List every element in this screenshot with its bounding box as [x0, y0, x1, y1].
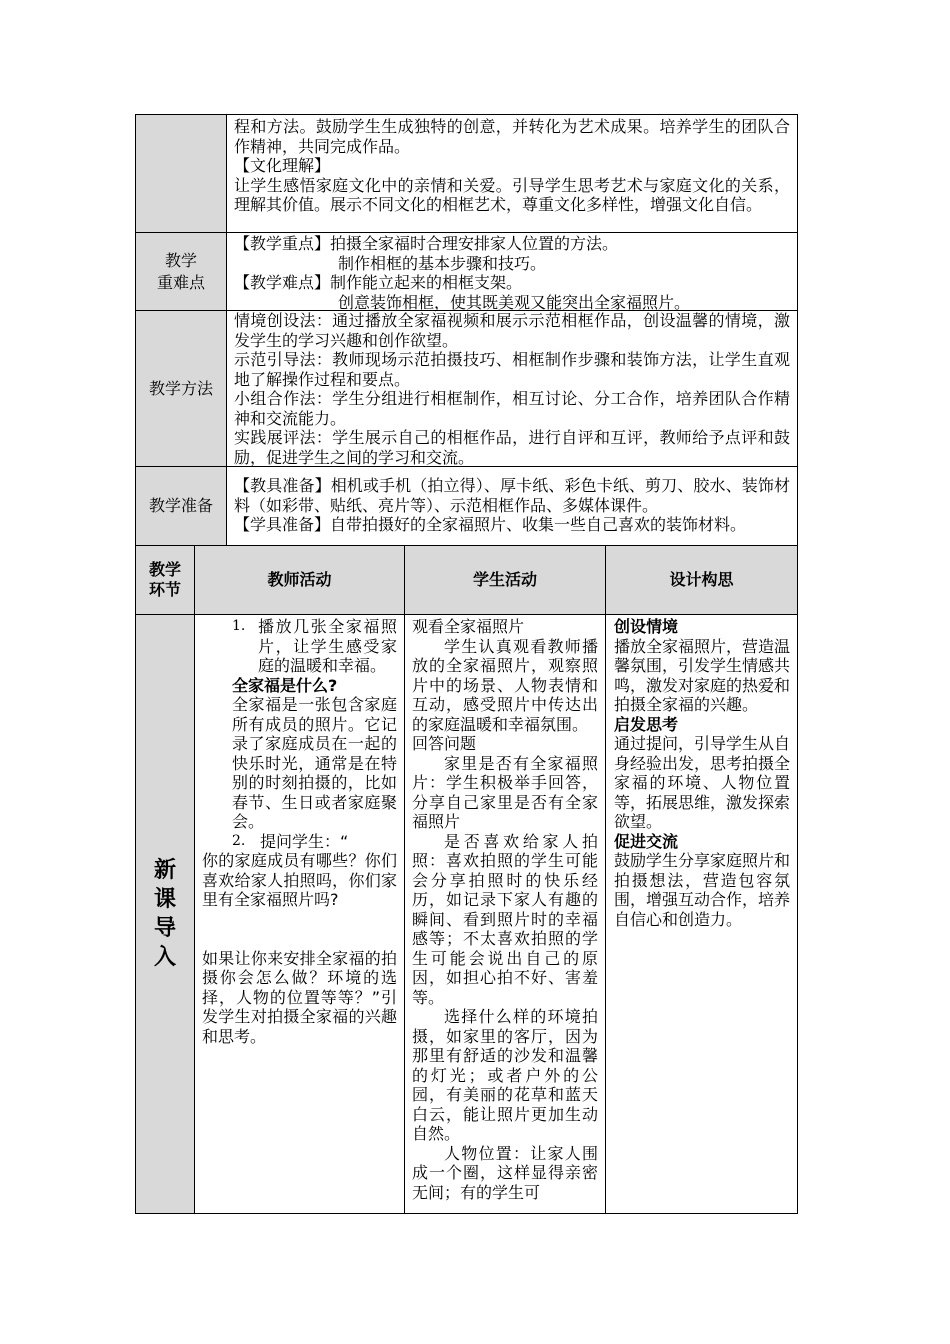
student-line-1: 观看全家福照片: [412, 617, 525, 636]
goals-paragraph-1: 程和方法。鼓励学生生成独特的创意，并转化为艺术成果。培养学生的团队合作精神，共同完成作品。: [234, 117, 790, 156]
focus-label: 【教学重点】: [234, 234, 331, 253]
difficulty-item-1: 制作能立起来的相框支架。: [330, 273, 523, 292]
design-text: [614, 617, 790, 929]
stage-label: [135, 614, 195, 1214]
header-design: 设计构思: [669, 570, 734, 589]
student-line-6: 选择什么样的环境拍摄，如家里的客厅，因为那里有舒适的沙发和温馨的灯光；或者户外的公园，有美丽的花草和蓝天白云，能让照片更加生动自然。: [412, 1007, 598, 1143]
culture-heading: 【文化理解】: [234, 156, 331, 175]
design-paragraph-1: 播放全家福照片，营造温馨氛围，引发学生情感共鸣，激发对家庭的热爱和拍摄全家福的兴趣。: [614, 636, 791, 714]
question2-text: 如果让你来安排全家福的拍摄你会怎么做？环境的选择，人物的位置等等？”引发学生对拍摄全家福的兴趣和思考。: [202, 948, 397, 1046]
student-line-3: 回答问题: [412, 734, 477, 753]
method-situation: 情境创设法：通过播放全家福视频和展示示范相框作品，创设温馨的情境，激发学生的学习兴趣和创作欲望。: [234, 311, 790, 350]
student-line-7: 人物位置：让家人围成一个圈，这样显得亲密无间；有的学生可: [412, 1143, 598, 1202]
method-demonstration: 示范引导法：教师现场示范拍摄技巧、相框制作步骤和装饰方法，让学生直观地了解操作过程和要点。: [234, 350, 790, 389]
key-points-label: [135, 232, 227, 311]
stage-char-3: 导: [153, 916, 176, 941]
method-group: 小组合作法：学生分组进行相框制作，相互讨论、分工合作，培养团队合作精神和交流能力。: [234, 389, 790, 428]
header-teacher: 教师活动: [267, 570, 332, 589]
header-stage: [135, 545, 195, 615]
question-title: 全家福是什么?: [232, 675, 338, 695]
focus-item-2: 制作相框的基本步骤和技巧。: [338, 253, 547, 273]
student-activity: [412, 617, 598, 1202]
teacher-materials: 【教具准备】相机或手机（拍立得）、厚卡纸、彩色卡纸、剪刀、胶水、装饰材料（如彩带、贴纸、亮片等）、示范相框作品、多媒体课件。: [234, 476, 790, 515]
design-title-1: 创设情境: [614, 617, 679, 636]
item1-text: 播放几张全家福照片，让学生感受家庭的温暖和幸福。: [258, 617, 397, 675]
stage-char-1: 新: [153, 858, 176, 883]
header-student: 学生活动: [472, 570, 537, 589]
design-paragraph-2: 通过提问，引导学生从自身经验出发，思考拍摄全家福的环境、人物位置等，拓展思维，激发探索欲望。: [614, 734, 791, 831]
methods-text: [234, 311, 790, 467]
header-stage-line1: 教学: [148, 560, 181, 579]
key-points-label-line1: 教学: [164, 250, 197, 270]
design-title-3: 促进交流: [614, 831, 679, 851]
student-line-4: 家里是否有全家福照片：学生积极举手回答，分享自己家里是否有全家福照片: [412, 753, 598, 831]
answer-text: 全家福是一张包含家庭所有成员的照片。它记录了家庭成员在一起的快乐时光，通常是在特别的时刻拍摄的，比如春节、生日或者家庭聚会。: [232, 695, 397, 831]
focus-item-1: 拍摄全家福时合理安排家人位置的方法。: [330, 234, 619, 253]
header-stage-line2: 环节: [148, 580, 181, 599]
goals-paragraph-2: 让学生感悟家庭文化中的亲情和关爱。引导学生思考艺术与家庭文化的关系，理解其价值。展示不同文化的相框艺术，尊重文化多样性，增强文化自信。: [234, 175, 790, 214]
method-practice: 实践展评法：学生展示自己的相框作品，进行自评和互评，教师给予点评和鼓励，促进学生之间的学习和交流。: [234, 428, 790, 467]
prep-label: 教学准备: [148, 496, 213, 515]
goals-text: [234, 117, 790, 215]
item2-number: 2.: [232, 832, 246, 849]
stage-char-2: 课: [153, 887, 176, 912]
difficulty-label: 【教学难点】: [234, 273, 331, 292]
methods-label: 教学方法: [148, 378, 213, 398]
key-points-text: [234, 234, 790, 312]
prep-text: [234, 476, 790, 535]
student-materials: 【学具准备】自带拍摄好的全家福照片、收集一些自己喜欢的装饰材料。: [234, 515, 747, 534]
goals-label-cell: [135, 114, 227, 233]
teacher-activity: [202, 617, 397, 1046]
stage-char-4: 入: [153, 945, 176, 970]
student-line-2: 学生认真观看教师播放的全家福照片，观察照片中的场景、人物表情和互动，感受照片中传达出的家庭温暖和幸福氛围。: [412, 636, 598, 734]
question-text: 你的家庭成员有哪些？你们喜欢给家人拍照吗，你们家里有全家福照片吗?: [202, 851, 397, 909]
design-title-2: 启发思考: [614, 714, 679, 734]
item1-number: 1.: [232, 618, 246, 634]
key-points-label-line2: 重难点: [156, 272, 205, 292]
student-line-5: 是否喜欢给家人拍照：喜欢拍照的学生可能会分享拍照时的快乐经历，如记录下家人有趣的瞬间、看到照片时的幸福感等；不太喜欢拍照的学生可能会说出自己的原因，如担心拍不好、害羞等。: [412, 831, 598, 1007]
item2-text: 提问学生：“: [260, 831, 349, 851]
difficulty-item-2: 创意装饰相框，使其既美观又能突出全家福照片。: [338, 292, 691, 312]
design-paragraph-3: 鼓励学生分享家庭照片和拍摄想法，营造包容氛围，增强互动合作，培养自信心和创造力。: [614, 851, 791, 929]
